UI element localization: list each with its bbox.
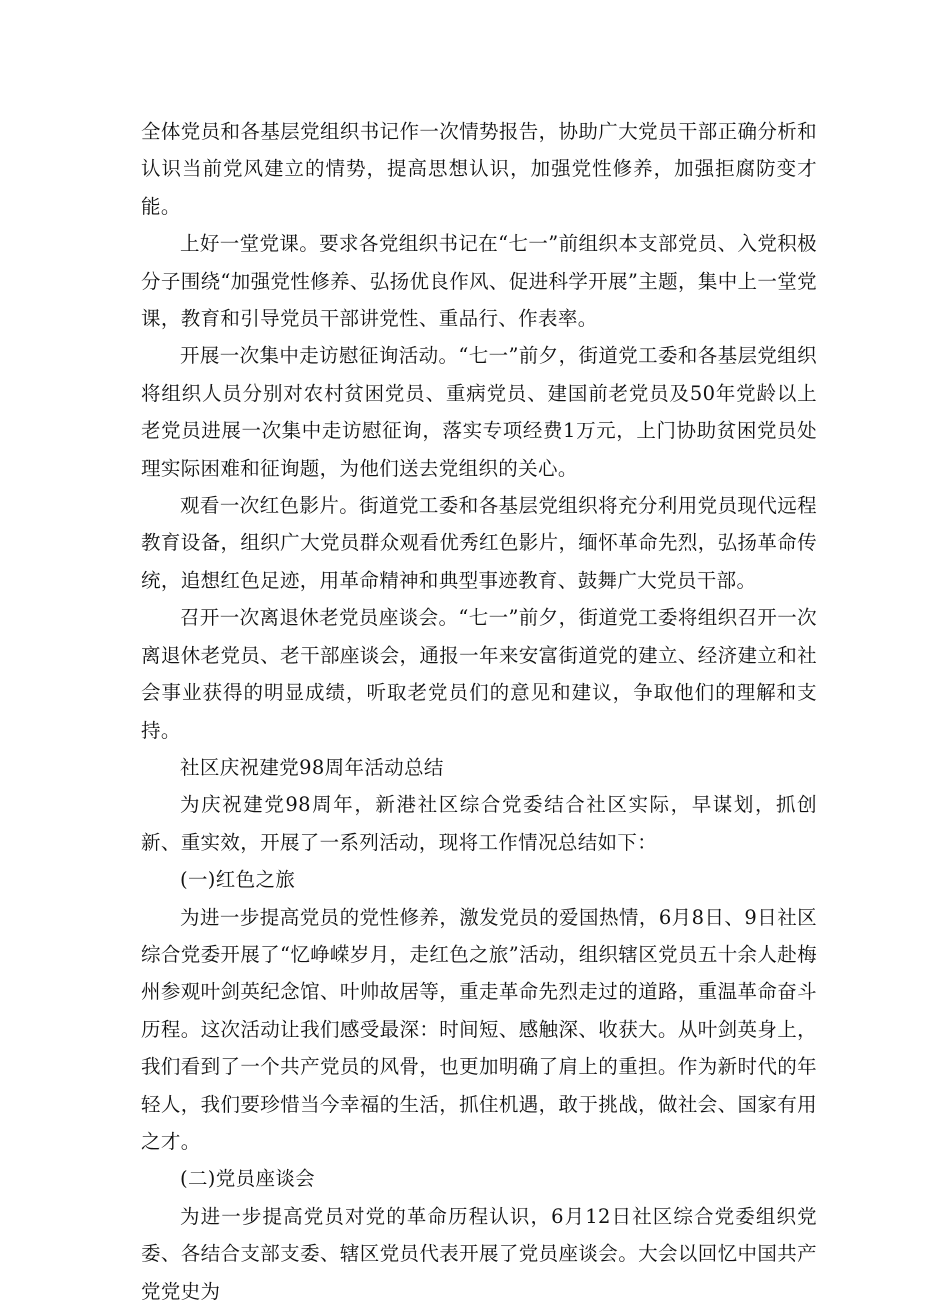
- document-body: [141, 113, 817, 1310]
- body-paragraph: 为进一步提高党员的党性修养，激发党员的爱国热情，6月8日、9日社区综合党委开展了“忆峥嵘岁月，走红色之旅”活动，组织辖区党员五十余人赴梅州参观叶剑英纪念馆、叶帅故居等，重走革命先烈走过的道路，重温革命奋斗历程。这次活动让我们感受最深：时间短、感触深、收获大。从叶剑英身上，我们看到了一个共产党员的风骨，也更加明确了肩上的重担。作为新时代的年轻人，我们要珍惜当今幸福的生活，抓住机遇，敢于挑战，做社会、国家有用之才。: [141, 905, 817, 1153]
- body-paragraph: 召开一次离退休老党员座谈会。“七一”前夕，街道党工委将组织召开一次离退休老党员、老干部座谈会，通报一年来安富街道党的建立、经济建立和社会事业获得的明显成绩，听取老党员们的意见和建议，争取他们的理解和支持。: [141, 606, 817, 742]
- body-paragraph: 开展一次集中走访慰征询活动。“七一”前夕，街道党工委和各基层党组织将组织人员分别对农村贫困党员、重病党员、建国前老党员及50年党龄以上老党员进展一次集中走访慰征询，落实专项经费1万元，上门协助贫困党员处理实际困难和征询题，为他们送去党组织的关心。: [141, 344, 817, 480]
- body-paragraph: 全体党员和各基层党组织书记作一次情势报告，协助广大党员干部正确分析和认识当前党风建立的情势，提高思想认识，加强党性修养，加强拒腐防变才能。: [141, 120, 817, 218]
- body-paragraph: 观看一次红色影片。街道党工委和各基层党组织将充分利用党员现代远程教育设备，组织广大党员群众观看优秀红色影片，缅怀革命先烈，弘扬革命传统，追想红色足迹，用革命精神和典型事迹教育、鼓舞广大党员干部。: [141, 494, 817, 592]
- subsection-heading: (二)党员座谈会: [180, 1167, 316, 1191]
- body-paragraph: 为进一步提高党员对党的革命历程认识，6月12日社区综合党委组织党委、各结合支部支委、辖区党员代表开展了党员座谈会。大会以回忆中国共产党党史为: [141, 1204, 817, 1303]
- body-paragraph: 上好一堂党课。要求各党组织书记在“七一”前组织本支部党员、入党积极分子围绕“加强党性修养、弘扬优良作风、促进科学开展”主题，集中上一堂党课，教育和引导党员干部讲党性、重品行、作表率。: [141, 232, 817, 331]
- subsection-heading: (一)红色之旅: [180, 868, 296, 892]
- body-paragraph: 为庆祝建党98周年，新港社区综合党委结合社区实际，早谋划，抓创新、重实效，开展了一系列活动，现将工作情况总结如下：: [141, 793, 817, 854]
- section-title: 社区庆祝建党98周年活动总结: [180, 755, 444, 779]
